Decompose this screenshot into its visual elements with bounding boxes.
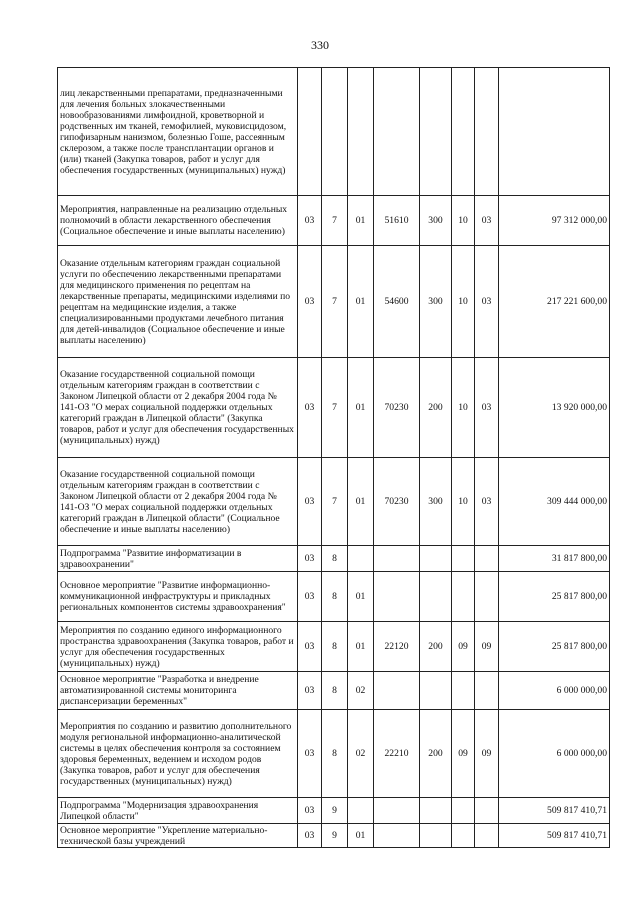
cell-expense-type: 200 <box>420 358 452 458</box>
cell-subprogram: 8 <box>322 672 348 710</box>
cell-expense-type: 300 <box>420 246 452 358</box>
cell-activity: 01 <box>348 196 374 246</box>
cell-amount: 217 221 600,00 <box>499 246 610 358</box>
table-row <box>58 546 610 572</box>
cell-activity <box>348 798 374 824</box>
cell-program: 03 <box>298 622 322 672</box>
cell-expense-type <box>420 798 452 824</box>
cell-program: 03 <box>298 572 322 622</box>
cell-subprogram: 8 <box>322 622 348 672</box>
cell-description: Основное мероприятие "Развитие информационно-коммуникационной инфраструктуры и прикладных региональных компонентов системы здравоохранения" <box>58 572 298 622</box>
cell-amount: 509 817 410,71 <box>499 798 610 824</box>
cell-activity <box>348 546 374 572</box>
table-row <box>58 672 610 710</box>
cell-description: Оказание государственной социальной помощи отдельным категориям граждан в соответствии с Законом Липецкой области от 2 декабря 2004 года № 141-ОЗ "О мерах социальной поддержки отдельных категорий граждан в Липецкой области" (Социальное обеспечение и иные выплаты населению) <box>58 458 298 546</box>
cell-direction <box>374 798 420 824</box>
table-row <box>58 196 610 246</box>
cell-program: 03 <box>298 246 322 358</box>
table-row <box>58 458 610 546</box>
cell-subsection <box>475 672 499 710</box>
cell-expense-type <box>420 68 452 196</box>
cell-subprogram: 9 <box>322 824 348 848</box>
cell-subsection: 03 <box>475 196 499 246</box>
cell-section: 10 <box>452 196 475 246</box>
cell-direction <box>374 546 420 572</box>
cell-direction: 22120 <box>374 622 420 672</box>
cell-activity: 01 <box>348 572 374 622</box>
cell-expense-type <box>420 672 452 710</box>
cell-description: Мероприятия по созданию и развитию дополнительного модуля региональной информационно-аналитической системы в целях обеспечения контроля за состоянием здоровья беременных, ведением и исходом родов (Закупка товаров, работ и услуг для обеспечения государственных (муниципальных) нужд) <box>58 710 298 798</box>
table-row <box>58 622 610 672</box>
cell-activity: 01 <box>348 622 374 672</box>
cell-subsection <box>475 824 499 848</box>
cell-section: 10 <box>452 246 475 358</box>
cell-expense-type: 300 <box>420 458 452 546</box>
cell-activity <box>348 68 374 196</box>
cell-activity: 01 <box>348 246 374 358</box>
cell-direction: 54600 <box>374 246 420 358</box>
cell-section <box>452 546 475 572</box>
cell-description: Оказание отдельным категориям граждан социальной услуги по обеспечению лекарственными препаратами для медицинского применения по рецептам на лекарственные препараты, медицинскими изделиями по рецептам на медицинские изделия, а также специализированными продуктами лечебного питания для детей-инвалидов (Социальное обеспечение и иные выплаты населению) <box>58 246 298 358</box>
cell-program: 03 <box>298 824 322 848</box>
cell-activity: 01 <box>348 458 374 546</box>
cell-direction <box>374 672 420 710</box>
table-row <box>58 824 610 848</box>
cell-description: Подпрограмма "Модернизация здравоохранения Липецкой области" <box>58 798 298 824</box>
cell-activity: 02 <box>348 672 374 710</box>
table-row <box>58 710 610 798</box>
cell-direction <box>374 824 420 848</box>
cell-amount: 25 817 800,00 <box>499 572 610 622</box>
cell-program: 03 <box>298 710 322 798</box>
cell-program: 03 <box>298 672 322 710</box>
table-row <box>58 246 610 358</box>
cell-direction: 70230 <box>374 358 420 458</box>
cell-amount <box>499 68 610 196</box>
cell-subsection <box>475 798 499 824</box>
cell-amount: 309 444 000,00 <box>499 458 610 546</box>
cell-description: Оказание государственной социальной помощи отдельным категориям граждан в соответствии с Законом Липецкой области от 2 декабря 2004 года № 141-ОЗ "О мерах социальной поддержки отдельных категорий граждан в Липецкой области" (Закупка товаров, работ и услуг для обеспечения государственных (муниципальных) нужд) <box>58 358 298 458</box>
cell-section: 10 <box>452 358 475 458</box>
cell-amount: 6 000 000,00 <box>499 672 610 710</box>
cell-section: 09 <box>452 622 475 672</box>
cell-description: Мероприятия по созданию единого информационного пространства здравоохранения (Закупка товаров, работ и услуг для обеспечения государственных (муниципальных) нужд) <box>58 622 298 672</box>
cell-description: Мероприятия, направленные на реализацию отдельных полномочий в области лекарственного обеспечения (Социальное обеспечение и иные выплаты населению) <box>58 196 298 246</box>
cell-subsection: 03 <box>475 358 499 458</box>
cell-expense-type <box>420 824 452 848</box>
table-row <box>58 358 610 458</box>
cell-subsection: 09 <box>475 622 499 672</box>
cell-program: 03 <box>298 798 322 824</box>
cell-amount: 25 817 800,00 <box>499 622 610 672</box>
cell-subprogram: 7 <box>322 458 348 546</box>
table-row <box>58 798 610 824</box>
cell-expense-type: 200 <box>420 622 452 672</box>
cell-section <box>452 68 475 196</box>
cell-expense-type: 200 <box>420 710 452 798</box>
cell-program <box>298 68 322 196</box>
cell-amount: 97 312 000,00 <box>499 196 610 246</box>
table-row <box>58 68 610 196</box>
cell-subprogram: 7 <box>322 358 348 458</box>
cell-program: 03 <box>298 196 322 246</box>
cell-subprogram: 7 <box>322 196 348 246</box>
budget-table <box>57 67 610 848</box>
cell-direction <box>374 68 420 196</box>
cell-subprogram: 8 <box>322 572 348 622</box>
cell-program: 03 <box>298 546 322 572</box>
cell-subsection <box>475 546 499 572</box>
cell-direction: 22210 <box>374 710 420 798</box>
cell-subsection: 03 <box>475 246 499 358</box>
cell-program: 03 <box>298 458 322 546</box>
cell-description: Подпрограмма "Развитие информатизации в здравоохранении" <box>58 546 298 572</box>
cell-activity: 02 <box>348 710 374 798</box>
page-number: 330 <box>311 38 329 52</box>
cell-section: 09 <box>452 710 475 798</box>
cell-amount: 6 000 000,00 <box>499 710 610 798</box>
table-row <box>58 572 610 622</box>
cell-subprogram: 7 <box>322 246 348 358</box>
cell-subprogram <box>322 68 348 196</box>
cell-expense-type: 300 <box>420 196 452 246</box>
cell-section: 10 <box>452 458 475 546</box>
cell-expense-type <box>420 572 452 622</box>
cell-amount: 509 817 410,71 <box>499 824 610 848</box>
cell-activity: 01 <box>348 824 374 848</box>
cell-description: Основное мероприятие "Укрепление материально-технической базы учреждений <box>58 824 298 848</box>
cell-section <box>452 572 475 622</box>
cell-section <box>452 824 475 848</box>
cell-subsection: 03 <box>475 458 499 546</box>
cell-expense-type <box>420 546 452 572</box>
cell-program: 03 <box>298 358 322 458</box>
cell-direction: 70230 <box>374 458 420 546</box>
cell-direction: 51610 <box>374 196 420 246</box>
cell-description: Основное мероприятие "Разработка и внедрение автоматизированной системы мониторинга диспансеризации беременных" <box>58 672 298 710</box>
cell-section <box>452 798 475 824</box>
cell-subprogram: 9 <box>322 798 348 824</box>
cell-direction <box>374 572 420 622</box>
cell-subsection: 09 <box>475 710 499 798</box>
cell-activity: 01 <box>348 358 374 458</box>
cell-amount: 31 817 800,00 <box>499 546 610 572</box>
cell-amount: 13 920 000,00 <box>499 358 610 458</box>
cell-section <box>452 672 475 710</box>
cell-description: лиц лекарственными препаратами, предназначенными для лечения больных злокачественными новообразованиями лимфоидной, кроветворной и родственных им тканей, гемофилией, муковисцидозом, гипофизарным нанизмом, болезнью Гоше, рассеянным склерозом, а также после трансплантации органов и (или) тканей (Закупка товаров, работ и услуг для обеспечения государственных (муниципальных) нужд) <box>58 68 298 196</box>
cell-subprogram: 8 <box>322 710 348 798</box>
cell-subsection <box>475 572 499 622</box>
cell-subprogram: 8 <box>322 546 348 572</box>
cell-subsection <box>475 68 499 196</box>
